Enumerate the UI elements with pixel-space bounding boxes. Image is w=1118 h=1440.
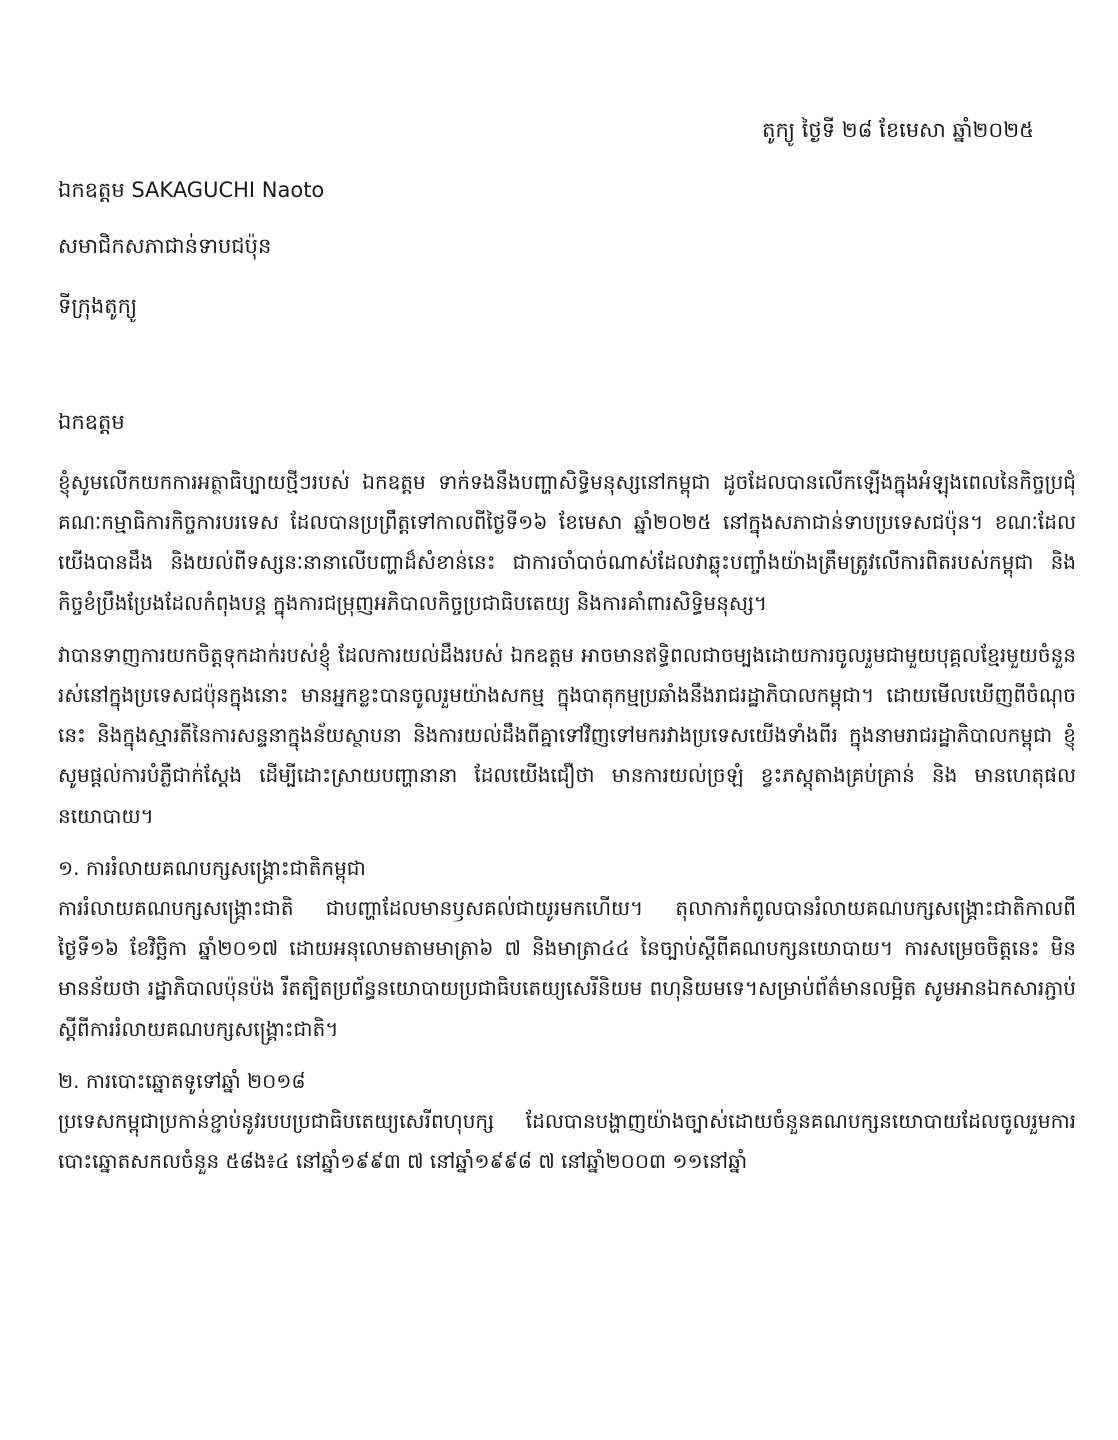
paragraph-2: វាបានទាញការយកចិត្តទុកដាក់របស់ខ្ញុំ ដែលការយល់ដឹងរបស់ ឯកឧត្តម អាចមានឥទ្ធិពលជាចម្បងដោយការចូលរួមជាមួយបុគ្គលខ្មែរមួយចំនួនរស់នៅក្នុងប្រទេសជប៉ុនក្នុងនោះ មានអ្នកខ្លះបានចូលរួមយ៉ាងសកម្ម ក្នុងបាតុកម្មប្រឆាំងនឹងរាជរដ្ឋាភិបាលកម្ពុជា។ ដោយមើលឃើញពីចំណុចនេះ និងក្នុងស្មារតីនៃការសន្ទនាក្នុងន័យស្ថាបនា និងការយល់ដឹងពីគ្នាទៅវិញទៅមករវាងប្រទេសយើងទាំងពីរ ក្នុងនាមរាជរដ្ឋាភិបាលកម្ពុជា ខ្ញុំសូមផ្តល់ការបំភ្លឺជាក់ស្តែង ដើម្បីដោះស្រាយបញ្ហានានា ដែលយើងជឿថា មានការយល់ច្រឡំ ខ្វះភស្តុតាងគ្រប់គ្រាន់ និង មានហេតុផលនយោបាយ។ xyxy=(58,642,1076,828)
letter-date: តូក្យូ ថ្ងៃទី ២៨ ខែមេសា ឆ្នាំ២០២៥ xyxy=(762,118,1034,142)
salutation: ឯកឧត្តម xyxy=(58,410,125,434)
section-2-text: ប្រទេសកម្ពុជាប្រកាន់ខ្ជាប់នូវរបបប្រជាធិបតេយ្យសេរីពហុបក្ស ដែលបានបង្ហាញយ៉ាងច្បាស់ដោយចំនួនគណបក្សនយោបាយដែលចូលរួមការបោះឆ្នោតសកលចំនួន ៥៨ង៖៤ នៅឆ្នាំ១៩៩៣ ៧ នៅឆ្នាំ១៩៩៨ ៧ នៅឆ្នាំ២០០៣ ១១នៅឆ្នាំ xyxy=(58,1109,1076,1174)
section-2-heading: ២. ការបោះឆ្នោតទូទៅឆ្នាំ ២០១៨ xyxy=(58,1068,306,1093)
section-1-text: ការរំលាយគណបក្សសង្គ្រោះជាតិ ជាបញ្ហាដែលមានឫសគល់ជាយូរមកហើយ។ តុលាការកំពូលបានរំលាយគណបក្សសង្គ្រោះជាតិកាលពីថ្ងៃទី១៦ ខែវិច្ឆិកា ឆ្នាំ២០១៧ ដោយអនុលោមតាមមាត្រា៦ ៧ និងមាត្រា៤៤ នៃច្បាប់ស្តីពីគណបក្សនយោបាយ។ ការសម្រេចចិត្តនេះ មិនមានន័យថា រដ្ឋាភិបាលប៉ុនប៉ង រឹតត្បិតប្រព័ន្ធនយោបាយប្រជាធិបតេយ្យសេរីនិយម ពហុនិយមទេ។សម្រាប់ព័ត៌មានលម្អិត សូមអានឯកសារភ្ជាប់ស្តីពីការរំលាយគណបក្សសង្គ្រោះជាតិ។ xyxy=(58,896,1076,1041)
section-1-heading: ១. ការរំលាយគណបក្សសង្គ្រោះជាតិកម្ពុជា xyxy=(58,855,366,880)
recipient-role: សមាជិកសភាជាន់ទាបជប៉ុន xyxy=(58,234,272,258)
recipient-name: ឯកឧត្តម SAKAGUCHI Naoto xyxy=(58,178,325,202)
recipient-city: ទីក្រុងតូក្យូ xyxy=(58,294,138,318)
paragraph-1: ខ្ញុំសូមលើកយកការអត្ថាធិប្បាយថ្មីៗរបស់ ឯកឧត្តម ទាក់ទងនឹងបញ្ហាសិទ្ធិមនុស្សនៅកម្ពុជា ដូចដែលបានលើកឡើងក្នុងអំឡុងពេលនៃកិច្ចប្រជុំគណៈកម្មាធិការកិច្ចការបរទេស ដែលបានប្រព្រឹត្តទៅកាលពីថ្ងៃទី១៦ ខែមេសា ឆ្នាំ២០២៥ នៅក្នុងសភាជាន់ទាបប្រទេសជប៉ុន។ ខណៈដែលយើងបានដឹង និងយល់ពីទស្សនៈនានាលើបញ្ហាដ៏សំខាន់នេះ ជាការចាំបាច់ណាស់ដែលវាឆ្លុះបញ្ចាំងយ៉ាងត្រឹមត្រូវលើការពិតរបស់កម្ពុជា និងកិច្ចខំប្រឹងប្រែងដែលកំពុងបន្ត ក្នុងការជម្រុញអភិបាលកិច្ចប្រជាធិបតេយ្យ និងការគាំពារសិទ្ធិមនុស្ស។ xyxy=(58,470,1076,615)
letter-body xyxy=(58,462,1076,1193)
